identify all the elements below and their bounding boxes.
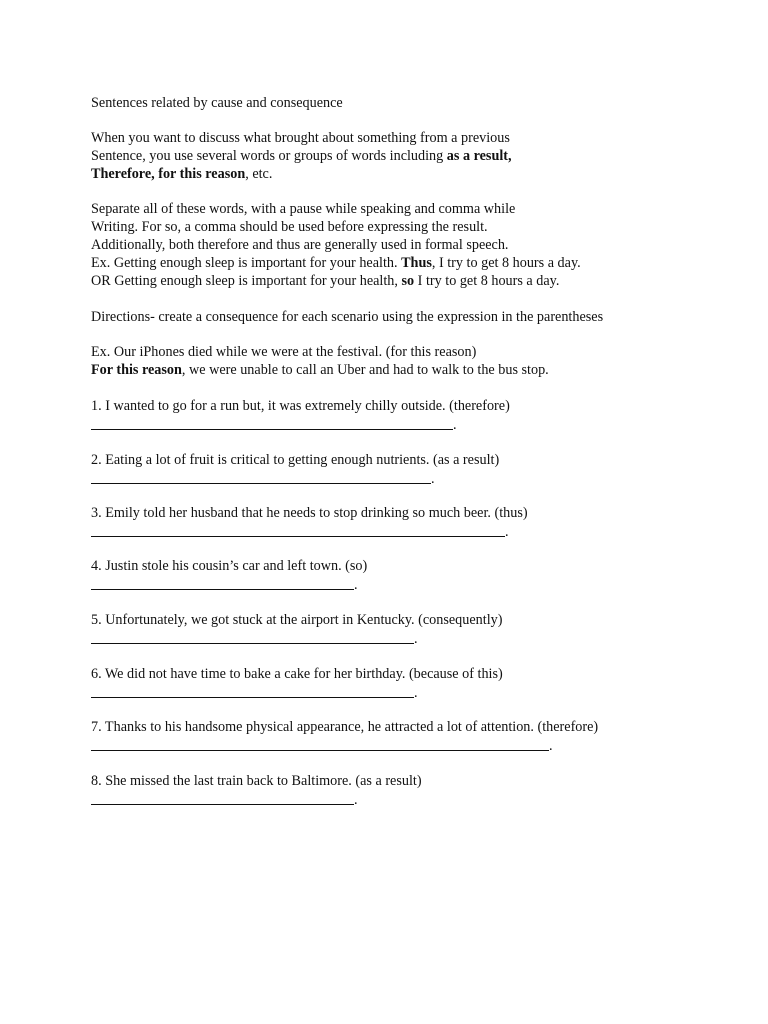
answer-line-3[interactable] (91, 536, 505, 537)
answer-line-2[interactable] (91, 483, 431, 484)
intro-line-3: Therefore, for this reason, etc. (91, 166, 273, 182)
example-answer: For this reason, we were unable to call an Uber and had to walk to the bus stop. (91, 362, 549, 378)
answer-line-8[interactable] (91, 804, 354, 805)
intro-line-2: Sentence, you use several words or groups of words including as a result, (91, 148, 512, 164)
intro-bold-as-a-result: as a result, (446, 148, 512, 164)
rules-line-2: Writing. For so, a comma should be used before expressing the result. (91, 219, 488, 235)
question-7: 7. Thanks to his handsome physical appearance, he attracted a lot of attention. (therefore) (91, 719, 599, 735)
answer-end-3: . (505, 524, 509, 540)
question-6: 6. We did not have time to bake a cake for her birthday. (because of this) (91, 666, 503, 682)
answer-end-1: . (453, 417, 457, 433)
question-8: 8. She missed the last train back to Baltimore. (as a result) (91, 773, 422, 789)
question-1: 1. I wanted to go for a run but, it was extremely chilly outside. (therefore) (91, 398, 510, 414)
answer-end-5: . (414, 631, 418, 647)
question-4: 4. Justin stole his cousin’s car and left town. (so) (91, 558, 368, 574)
rules-line-1: Separate all of these words, with a pause while speaking and comma while (91, 201, 516, 217)
rules-line-3: Additionally, both therefore and thus are generally used in formal speech. (91, 237, 509, 253)
answer-line-4[interactable] (91, 589, 354, 590)
directions-text: Directions- create a consequence for each scenario using the expression in the parentheses (91, 309, 604, 325)
answer-line-1[interactable] (91, 429, 453, 430)
answer-end-2: . (431, 471, 435, 487)
bold-for-this-reason: For this reason (91, 362, 182, 378)
question-3: 3. Emily told her husband that he needs to stop drinking so much beer. (thus) (91, 505, 528, 521)
question-2: 2. Eating a lot of fruit is critical to getting enough nutrients. (as a result) (91, 452, 500, 468)
example-prompt: Ex. Our iPhones died while we were at the festival. (for this reason) (91, 344, 477, 360)
answer-end-6: . (414, 685, 418, 701)
rules-example-thus: Ex. Getting enough sleep is important for your health. Thus, I try to get 8 hours a day. (91, 255, 581, 271)
answer-end-4: . (354, 577, 358, 593)
intro-bold-therefore: Therefore, for this reason (91, 166, 246, 182)
rules-example-so: OR Getting enough sleep is important for your health, so I try to get 8 hours a day. (91, 273, 560, 289)
answer-line-7[interactable] (91, 750, 549, 751)
answer-end-7: . (549, 738, 553, 754)
answer-line-6[interactable] (91, 697, 414, 698)
answer-end-8: . (354, 792, 358, 808)
bold-so: so (401, 273, 415, 289)
question-5: 5. Unfortunately, we got stuck at the airport in Kentucky. (consequently) (91, 612, 503, 628)
answer-line-5[interactable] (91, 643, 414, 644)
bold-thus: Thus (401, 255, 432, 271)
intro-line-1: When you want to discuss what brought about something from a previous (91, 130, 510, 146)
worksheet-heading: Sentences related by cause and consequence (91, 95, 343, 111)
